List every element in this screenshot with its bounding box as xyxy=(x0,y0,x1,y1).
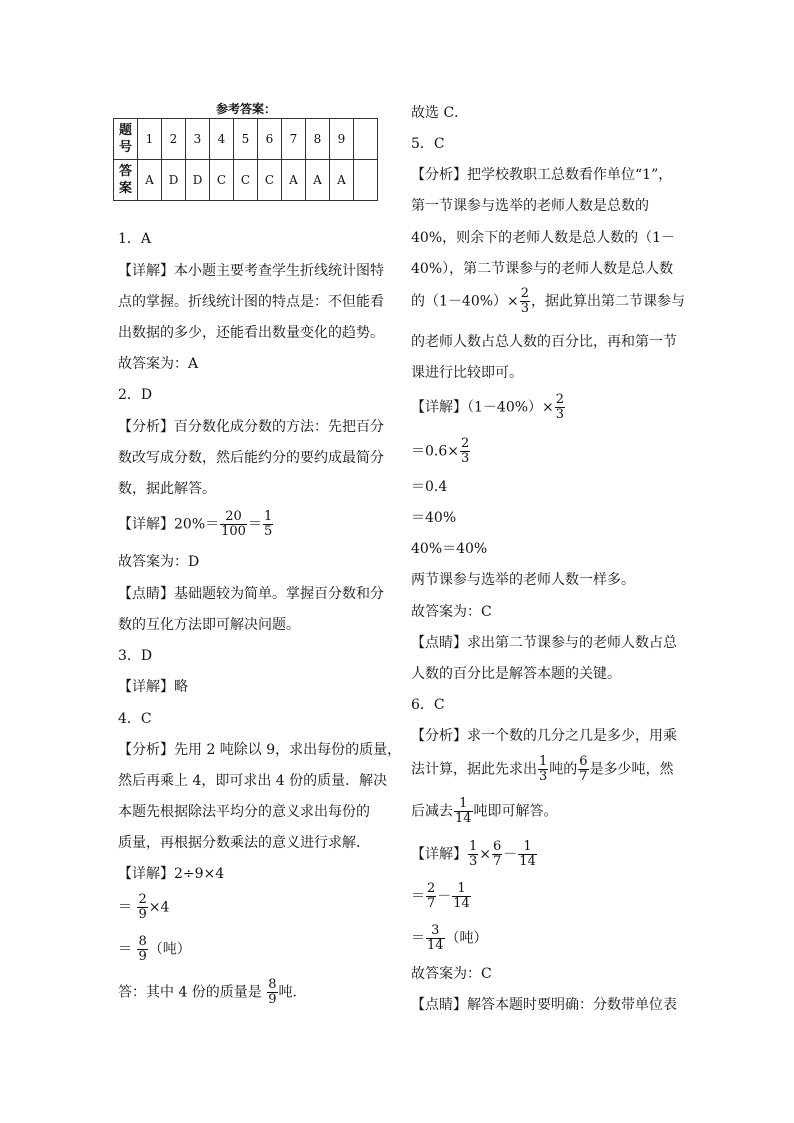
q4-step xyxy=(118,935,191,964)
fraction-numerator: 1 xyxy=(539,754,548,769)
fraction xyxy=(452,882,471,911)
q6-heading: 6．C xyxy=(411,697,445,713)
q4-conclusion: 故选 C． xyxy=(411,105,469,121)
fraction-denominator: 14 xyxy=(427,938,444,953)
q4-analysis-line: 质量，再根据分数乘法的意义进行求解． xyxy=(118,835,370,851)
analysis-text: 后减去 xyxy=(411,803,453,820)
q5-step: ＝40% xyxy=(411,510,457,526)
fraction xyxy=(426,924,445,953)
table-cell: 6 xyxy=(258,119,282,160)
q4-answer xyxy=(118,978,307,1007)
fraction xyxy=(460,437,470,466)
fraction-numerator: 1 xyxy=(469,839,478,854)
fraction-denominator: 14 xyxy=(453,896,470,911)
fraction-denominator: 5 xyxy=(263,524,273,539)
fraction xyxy=(538,755,548,784)
fraction xyxy=(492,840,502,869)
q5-detail xyxy=(411,393,566,422)
equals-sign: ＝ xyxy=(411,930,425,947)
table-cell xyxy=(354,160,378,201)
analysis-text: 是多少吨，然 xyxy=(589,761,674,778)
fraction-denominator: 7 xyxy=(579,769,588,784)
fraction-numerator: 2 xyxy=(461,436,470,451)
fraction-numerator: 20 xyxy=(225,509,242,524)
fraction-denominator: 3 xyxy=(539,769,548,784)
table-cell: 4 xyxy=(210,119,234,160)
q4-analysis-line: 本题先根据除法平均分的意义求出每份的 xyxy=(118,804,370,820)
fraction-numerator: 1 xyxy=(457,881,466,896)
fraction-denominator: 14 xyxy=(519,854,536,869)
equals-sign: ＝ xyxy=(247,516,262,533)
q6-analysis-line xyxy=(411,755,674,784)
fraction xyxy=(578,755,588,784)
q1-heading: 1．A xyxy=(118,231,152,247)
fraction-numerator: 6 xyxy=(579,754,588,769)
fraction xyxy=(220,510,247,539)
fraction-numerator: 2 xyxy=(427,881,436,896)
minus-sign: － xyxy=(437,888,452,905)
q2-analysis-line: 数改写成分数，然后能约分的要约成最简分 xyxy=(118,450,384,466)
q6-step xyxy=(411,924,488,953)
analysis-text: 吨的 xyxy=(549,761,578,778)
fraction-numerator: 1 xyxy=(263,509,273,524)
table-header-number: 题号 xyxy=(114,119,138,160)
q5-analysis-line: 课进行比较即可。 xyxy=(411,365,523,381)
q4-analysis-line: 然后再乘上 4，即可求出 4 份的质量．解决 xyxy=(118,773,388,789)
fraction-numerator: 1 xyxy=(459,796,468,811)
q2-analysis-line: 数，据此解答。 xyxy=(118,481,216,497)
table-cell: D xyxy=(186,160,210,201)
q5-analysis-line: 第一节课参与选举的老师人数是总数的 xyxy=(411,198,649,214)
fraction-denominator: 3 xyxy=(555,407,565,422)
table-cell: 7 xyxy=(282,119,306,160)
table-cell: D xyxy=(162,160,186,201)
fraction-denominator: 100 xyxy=(221,524,246,539)
q5-step: ＝0.4 xyxy=(411,479,448,495)
fraction xyxy=(267,978,277,1007)
minus-sign: － xyxy=(503,846,518,863)
table-cell: A xyxy=(306,160,330,201)
q2-detail-text: 【详解】20%＝ xyxy=(118,516,220,533)
analysis-text: 法计算，据此先求出 xyxy=(411,761,537,778)
fraction-numerator: 8 xyxy=(138,934,147,949)
table-cell: C xyxy=(258,160,282,201)
table-cell: A xyxy=(282,160,306,201)
fraction xyxy=(426,882,436,911)
table-cell: 8 xyxy=(306,119,330,160)
q5-analysis-line: 40%），第二节课参与的老师人数是总人数 xyxy=(411,261,674,277)
q5-analysis-line xyxy=(411,287,685,316)
q5-step xyxy=(411,437,471,466)
fraction-numerator: 2 xyxy=(555,392,565,407)
analysis-text: 的（1－40%）× xyxy=(411,293,519,310)
q5-analysis-line: 【分析】把学校教职工总数看作单位“1”， xyxy=(411,167,673,183)
fraction xyxy=(263,510,273,539)
q5-heading: 5．C xyxy=(411,136,445,152)
q2-answer: 故答案为：D xyxy=(118,554,200,570)
step-text: （吨） xyxy=(445,930,488,947)
q6-detail xyxy=(411,840,538,869)
q3-detail: 【详解】略 xyxy=(118,679,188,695)
fraction-numerator: 6 xyxy=(493,839,502,854)
table-row xyxy=(114,160,378,201)
q4-heading: 4．C xyxy=(118,711,152,727)
q3-heading: 3．D xyxy=(118,648,153,664)
table-cell: A xyxy=(330,160,354,201)
fraction xyxy=(520,287,530,316)
detail-text: 【详解】（1－40%）× xyxy=(411,399,554,416)
fraction-numerator: 3 xyxy=(431,923,440,938)
table-row xyxy=(114,119,378,160)
table-cell: 5 xyxy=(234,119,258,160)
table-cell: C xyxy=(234,160,258,201)
q5-tip-line: 人数的百分比是解答本题的关键。 xyxy=(411,666,621,682)
q6-tip-line: 【点睛】解答本题时要明确：分数带单位表 xyxy=(411,997,677,1013)
equals-sign: ＝ xyxy=(411,888,425,905)
table-cell: 1 xyxy=(138,119,162,160)
q2-tip-line: 数的互化方法即可解决问题。 xyxy=(118,617,300,633)
step-text: ×4 xyxy=(148,899,170,916)
equals-sign: ＝ xyxy=(118,899,137,916)
step-text: （吨） xyxy=(148,941,191,958)
q2-tip-line: 【点睛】基础题较为简单。掌握百分数和分 xyxy=(118,586,384,602)
table-cell: 3 xyxy=(186,119,210,160)
q1-detail-line: 出数据的多少，还能看出数量变化的趋势。 xyxy=(118,325,384,341)
fraction-numerator: 1 xyxy=(523,839,532,854)
multiply-sign: × xyxy=(479,846,492,863)
fraction xyxy=(454,797,473,826)
table-header-answer: 答案 xyxy=(114,160,138,201)
fraction-denominator: 9 xyxy=(268,992,277,1007)
fraction-denominator: 3 xyxy=(520,301,530,316)
answer-text: 吨． xyxy=(278,984,307,1001)
fraction-denominator: 14 xyxy=(455,811,472,826)
q5-analysis-line: 40%，则余下的老师人数是总人数的（1－ xyxy=(411,230,676,246)
answer-text: 答：其中 4 份的质量是 xyxy=(118,984,267,1001)
q2-detail xyxy=(118,510,274,539)
q5-conclusion: 两节课参与选举的老师人数一样多。 xyxy=(411,572,635,588)
table-cell: C xyxy=(210,160,234,201)
detail-text: 【详解】 xyxy=(411,846,467,863)
table-cell: 2 xyxy=(162,119,186,160)
fraction-numerator: 2 xyxy=(520,286,530,301)
q5-step: 40%＝40% xyxy=(411,541,488,557)
q2-analysis-line: 【分析】百分数化成分数的方法：先把百分 xyxy=(118,419,384,435)
q6-analysis-line: 【分析】求一个数的几分之几是多少，用乘 xyxy=(411,728,677,744)
q1-detail-line: 点的掌握。折线统计图的特点是：不但能看 xyxy=(118,294,384,310)
step-text: ＝0.6× xyxy=(411,443,459,460)
q5-tip-line: 【点睛】求出第二节课参与的老师人数占总 xyxy=(411,635,677,651)
analysis-text: ，据此算出第二节课参与 xyxy=(531,293,686,310)
q4-step xyxy=(118,893,169,922)
table-cell: A xyxy=(138,160,162,201)
fraction-denominator: 9 xyxy=(138,949,147,964)
fraction xyxy=(555,393,565,422)
q4-detail: 【详解】2÷9×4 xyxy=(118,866,225,882)
fraction-denominator: 3 xyxy=(461,451,470,466)
q6-analysis-line xyxy=(411,797,558,826)
answer-key-title: 参考答案： xyxy=(216,102,277,116)
q1-answer: 故答案为：A xyxy=(118,356,199,372)
fraction xyxy=(137,893,147,922)
fraction-denominator: 9 xyxy=(138,907,147,922)
fraction xyxy=(518,840,537,869)
q6-answer: 故答案为：C xyxy=(411,966,492,982)
q5-answer: 故答案为：C xyxy=(411,604,492,620)
table-cell: 9 xyxy=(330,119,354,160)
analysis-text: 吨即可解答。 xyxy=(473,803,558,820)
fraction-numerator: 2 xyxy=(138,892,147,907)
q1-detail-line: 【详解】本小题主要考查学生折线统计图特 xyxy=(118,263,384,279)
q5-analysis-line: 的老师人数占总人数的百分比，再和第一节 xyxy=(411,334,677,350)
fraction-denominator: 7 xyxy=(493,854,502,869)
answer-table xyxy=(113,118,378,201)
q2-heading: 2．D xyxy=(118,387,153,403)
fraction-denominator: 3 xyxy=(469,854,478,869)
fraction-numerator: 8 xyxy=(268,977,277,992)
fraction xyxy=(468,840,478,869)
table-cell xyxy=(354,119,378,160)
fraction-denominator: 7 xyxy=(427,896,436,911)
q4-analysis-line: 【分析】先用 2 吨除以 9，求出每份的质量， xyxy=(118,742,402,758)
fraction xyxy=(137,935,147,964)
equals-sign: ＝ xyxy=(118,941,137,958)
q6-step xyxy=(411,882,472,911)
